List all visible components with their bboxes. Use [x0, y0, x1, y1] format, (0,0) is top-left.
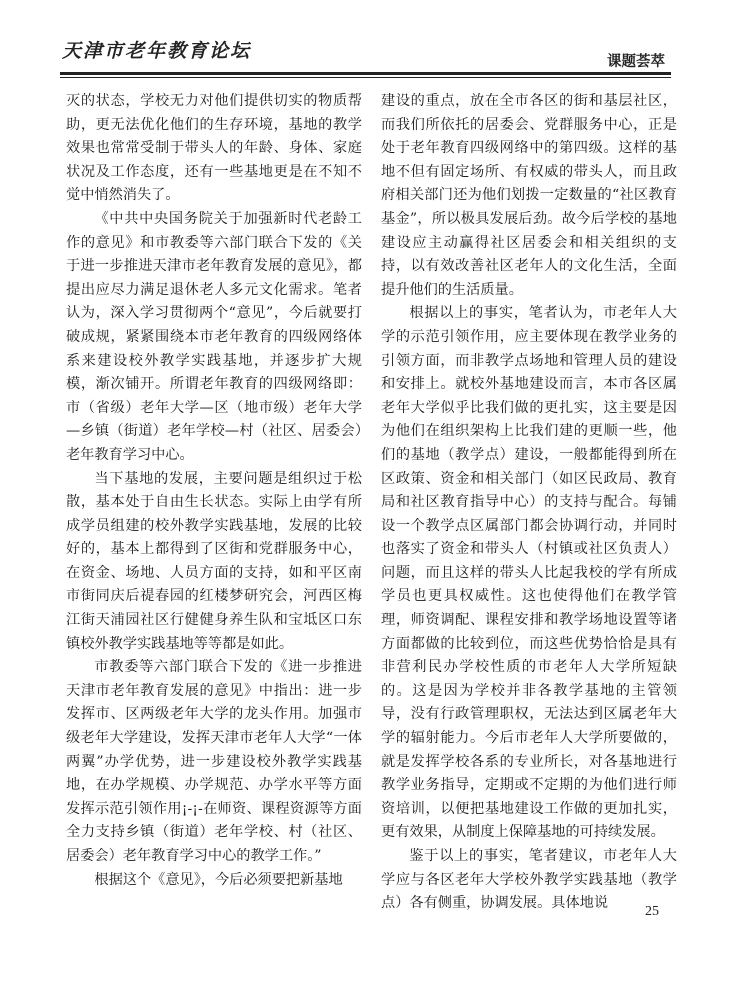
left-column: [66, 90, 362, 892]
paragraph: 灭的状态，学校无力对他们提供切实的物质帮助，更无法优化他们的生存环境，基地的教学效果也常常受制于带头人的年龄、身体、家庭状况及工作态度，还有一些基地更是在不知不觉中悄然消失了。: [66, 93, 362, 204]
paragraph: 建设的重点，放在全市各区的街和基层社区，而我们所依托的居委会、党群服务中心，正是处于老年教育四级网络中的第四级。这样的基地不但有固定场所、有权威的带头人，而且政府相关部门还为他们划拨一定数量的“社区教育基金”，所以极具发展后劲。故今后学校的基地建设应主动赢得社区居委会和相关组织的支持，以有效改善社区老年人的文化生活，全面提升他们的生活质量。: [381, 93, 677, 298]
page-header: [0, 0, 731, 80]
header-rule-thin: [60, 77, 671, 78]
paragraph: 鉴于以上的事实，笔者建议，市老年人大学应与各区老年大学校外教学实践基地（教学点）各有侧重，协调发展。具体地说: [381, 848, 677, 912]
page-number: 25: [645, 904, 659, 919]
paragraph: 当下基地的发展，主要问题是组织过于松散，基本处于自由生长状态。实际上由学有所成学员组建的校外教学实践基地，发展的比较好的，基本上都得到了区街和党群服务中心，在资金、场地、人员方面的支持，如和平区南市街同庆后禔春园的红楼梦研究会，河西区梅江街天浦园社区行健健身养生队和宝坻区口东镇校外教学实践基地等等都是如此。: [66, 470, 362, 652]
paragraph: 《中共中央国务院关于加强新时代老龄工作的意见》和市教委等六部门联合下发的《关于进一步推进天津市老年教育发展的意见》，都提出应尽力满足退休老人多元文化需求。笔者认为，深入学习贯彻两个“意见”，今后就要打破成规，紧紧围绕本市老年教育的四级网络体系来建设校外教学实践基地，并逐步扩大规模，渐次铺开。所谓老年教育的四级网络即：市（省级）老年大学—区（地市级）老年大学—乡镇（街道）老年学校—村（社区、居委会）老年教育学习中心。: [66, 210, 362, 463]
header-rule-thick: [60, 72, 671, 75]
right-column: [381, 90, 677, 916]
section-label: 课题荟萃: [607, 54, 665, 70]
paragraph: 根据这个《意见》，今后必须要把新基地: [94, 871, 343, 888]
paragraph: 市教委等六部门联合下发的《进一步推进天津市老年教育发展的意见》中指出：进一步发挥市、区两级老年大学的龙头作用。加强市级老年大学建设，发挥天津市老年人大学“一体两翼”办学优势，进一步建设校外教学实践基地，在办学规模、办学规范、办学水平等方面发挥示范引领作用¡-¡-在师资、课程资源等方面全力支持乡镇（街道）老年学校、村（社区、居委会）老年教育学习中心的教学工作。”: [66, 659, 362, 864]
paragraph: 根据以上的事实，笔者认为，市老年人大学的示范引领作用，应主要体现在教学业务的引领方面，而非教学点场地和管理人员的建设和安排上。就校外基地建设而言，本市各区属老年大学似乎比我们做的更扎实，这主要是因为他们在组织架构上比我们建的更顺一些，他们的基地（教学点）建设，一般都能得到所在区政策、资金和相关部门（如区民政局、教育局和社区教育指导中心）的支持与配合。每铺设一个教学点区属部门都会协调行动，并同时也落实了资金和带头人（村镇或社区负责人）问题，而且这样的带头人比起我校的学有所成学员也更具权威性。这也使得他们在教学管理，师资调配、课程安排和教学场地设置等诸方面都做的比较到位，而这些优势恰恰是具有非营利民办学校性质的市老年人大学所短缺的。这是因为学校并非各教学基地的主管领导，没有行政管理职权，无法达到区属老年大学的辐射能力。今后市老年人大学所要做的，就是发挥学校各系的专业所长，对各基地进行教学业务指导，定期或不定期的为他们进行师资培训，以便把基地建设工作做的更加扎实，更有效果，从制度上保障基地的可持续发展。: [381, 305, 677, 841]
journal-logo: 天津市老年教育论坛: [62, 40, 252, 62]
